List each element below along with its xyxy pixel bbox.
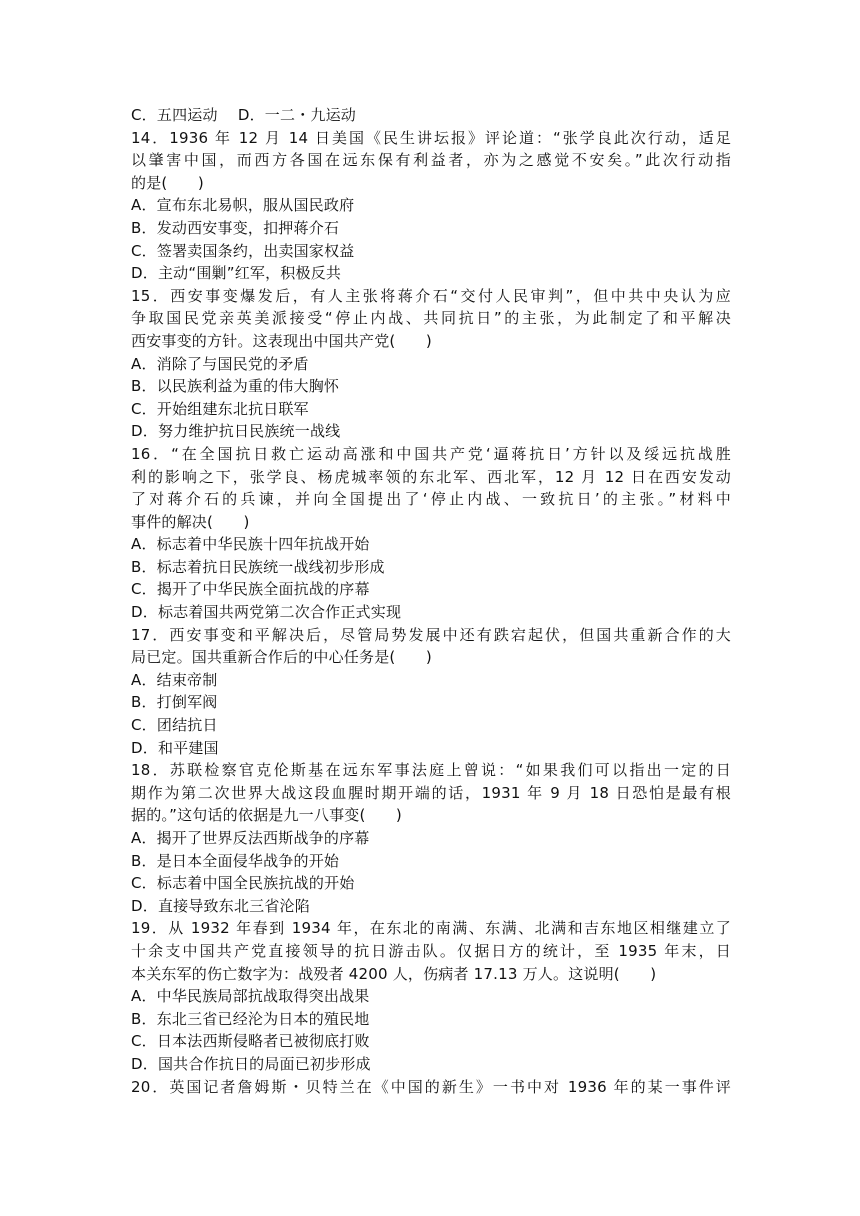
option-a: A．揭开了世界反法西斯战争的序幕 <box>131 829 370 847</box>
question-stem-line: 了对蒋介石的兵谏，并向全国提出了‘停止内战、一致抗日’的主张。”材料中 <box>131 490 731 509</box>
option-c: C．标志着中国全民族抗战的开始 <box>131 874 355 893</box>
option-a: A．宣布东北易帜，服从国民政府 <box>131 196 355 215</box>
option-b: B．以民族利益为重的伟大胸怀 <box>131 377 340 396</box>
option-c: C．日本法西斯侵略者已被彻底打败 <box>131 1032 370 1051</box>
option-d: D．国共合作抗日的局面已初步形成 <box>131 1054 371 1073</box>
option-a: A．消除了与国民党的矛盾 <box>131 354 309 373</box>
question-15 <box>131 285 731 443</box>
option-c: C．揭开了中华民族全面抗战的序幕 <box>131 580 370 599</box>
option-c: C．签署卖国条约，出卖国家权益 <box>131 241 355 260</box>
option-b: B．打倒军阀 <box>131 693 218 712</box>
question-stem-line: 15．西安事变爆发后，有人主张将蒋介石“交付人民审判”，但中共中央认为应 <box>131 286 731 305</box>
question-stem-line: 利的影响之下，张学良、杨虎城率领的东北军、西北军，12 月 12 日在西安发动 <box>131 467 731 486</box>
question-stem-line: 局已定。国共重新合作后的中心任务是( ) <box>131 648 432 667</box>
question-stem-line: 争取国民党亲英美派接受“停止内战、共同抗日”的主张，为此制定了和平解决 <box>131 309 731 328</box>
question-14 <box>131 127 731 285</box>
question-stem-line: 的是( ) <box>131 173 204 192</box>
option-line: C．五四运动 D．一二・九运动 <box>131 106 356 124</box>
option-b: B．发动西安事变，扣押蒋介石 <box>131 218 340 237</box>
option-a: A．中华民族局部抗战取得突出战果 <box>131 987 370 1006</box>
option-a: A．结束帝制 <box>131 670 218 689</box>
question-stem-line: 以肇害中国，而西方各国在远东保有利益者，亦为之感觉不安矣。”此次行动指 <box>131 151 731 170</box>
option-b: B．东北三省已经沦为日本的殖民地 <box>131 1009 370 1028</box>
question-stem-line: 期作为第二次世界大战这段血腥时期开端的话，1931 年 9 月 18 日恐怕是最有根 <box>131 783 731 802</box>
option-b: B．是日本全面侵华战争的开始 <box>131 851 340 870</box>
question-stem-line: 18．苏联检察官克伦斯基在远东军事法庭上曾说：“如果我们可以指出一定的日 <box>131 761 731 780</box>
question-stem-line: 事件的解决( ) <box>131 512 250 531</box>
option-d: D．和平建国 <box>131 738 219 757</box>
question-stem-line: 据的。”这句话的依据是九一八事变( ) <box>131 806 402 825</box>
question-stem-line: 十余支中国共产党直接领导的抗日游击队。仅据日方的统计，至 1935 年末，日 <box>131 941 731 960</box>
option-d: D．主动“围剿”红军，积极反共 <box>131 264 342 283</box>
question-16 <box>131 443 731 624</box>
question-list <box>131 104 731 1098</box>
question-stem-line: 16．“在全国抗日救亡运动高涨和中国共产党‘逼蒋抗日’方针以及绥远抗战胜 <box>131 444 731 463</box>
option-a: A．标志着中华民族十四年抗战开始 <box>131 535 370 554</box>
option-c: C．团结抗日 <box>131 716 218 735</box>
question-stem-line: 本关东军的伤亡数字为：战殁者 4200 人，伤病者 17.13 万人。这说明( ) <box>131 964 657 983</box>
question-stem-line: 20．英国记者詹姆斯・贝特兰在《中国的新生》一书中对 1936 年的某一事件评 <box>131 1077 731 1096</box>
question-18 <box>131 759 731 917</box>
question-stem-line: 19．从 1932 年春到 1934 年，在东北的南满、东满、北满和吉东地区相继建立了 <box>131 919 731 938</box>
question-20 <box>131 1076 731 1099</box>
option-c: C．开始组建东北抗日联军 <box>131 399 309 418</box>
question-stem-line: 14．1936 年 12 月 14 日美国《民生讲坛报》评论道：“张学良此次行动，适足 <box>131 128 731 147</box>
question-stem-line: 西安事变的方针。这表现出中国共产党( ) <box>131 331 432 350</box>
option-b: B．标志着抗日民族统一战线初步形成 <box>131 557 385 576</box>
question-19 <box>131 917 731 1075</box>
option-d: D．直接导致东北三省沦陷 <box>131 896 310 915</box>
option-d: D．标志着国共两党第二次合作正式实现 <box>131 603 402 622</box>
question-stem-line: 17．西安事变和平解决后，尽管局势发展中还有跌宕起伏，但国共重新合作的大 <box>131 625 731 644</box>
option-d: D．努力维护抗日民族统一战线 <box>131 422 341 441</box>
question-17 <box>131 624 731 760</box>
